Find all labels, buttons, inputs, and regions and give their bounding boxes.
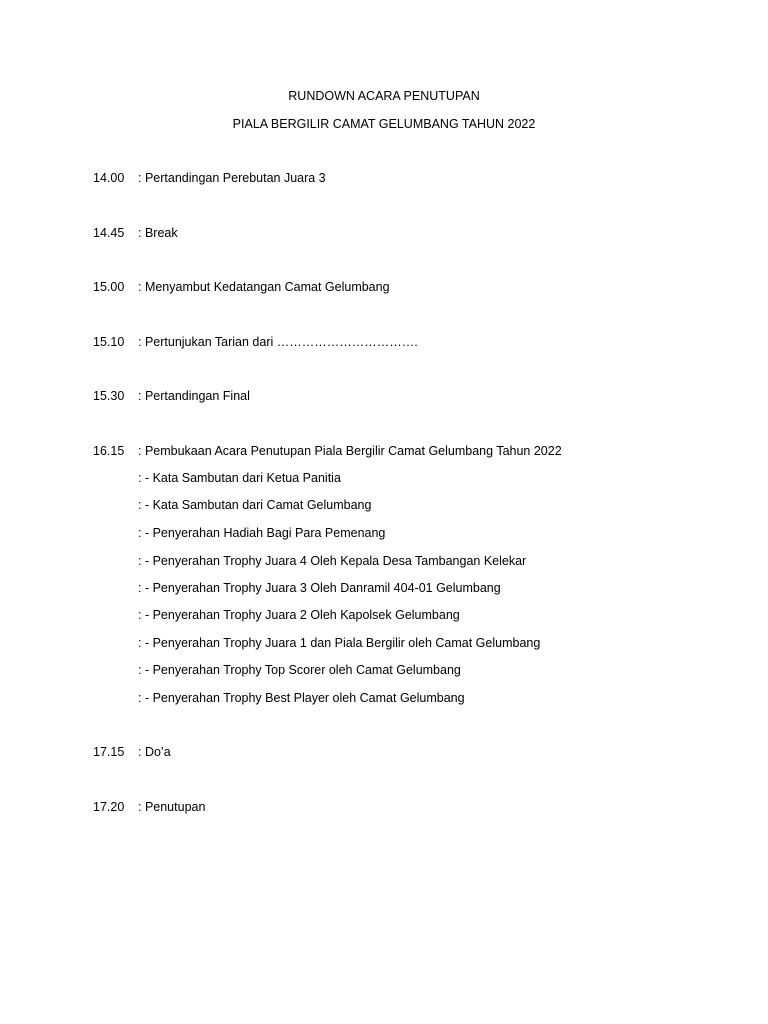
schedule-time: 15.30 xyxy=(93,389,125,403)
document-title: RUNDOWN ACARA PENUTUPAN xyxy=(288,89,480,103)
schedule-time: 17.20 xyxy=(93,800,125,814)
schedule-subrow xyxy=(0,606,768,624)
schedule-description: : - Kata Sambutan dari Ketua Panitia xyxy=(138,471,341,485)
schedule-description: : - Penyerahan Trophy Juara 4 Oleh Kepala Desa Tambangan Kelekar xyxy=(138,554,527,568)
schedule-description: : Pertandingan Final xyxy=(138,389,250,403)
schedule-description: : Menyambut Kedatangan Camat Gelumbang xyxy=(138,280,390,294)
schedule-time: 15.00 xyxy=(93,280,125,294)
schedule-subrow xyxy=(0,634,768,652)
schedule-description: : - Penyerahan Trophy Juara 1 dan Piala Bergilir oleh Camat Gelumbang xyxy=(138,636,541,650)
schedule-row xyxy=(0,743,768,761)
schedule-time: 17.15 xyxy=(93,745,125,759)
schedule-description: : - Penyerahan Hadiah Bagi Para Pemenang xyxy=(138,526,386,540)
schedule-subrow xyxy=(0,689,768,707)
schedule-time: 14.00 xyxy=(93,171,125,185)
schedule-subrow xyxy=(0,469,768,487)
schedule-description: : Pembukaan Acara Penutupan Piala Bergilir Camat Gelumbang Tahun 2022 xyxy=(138,444,562,458)
schedule-subrow xyxy=(0,496,768,514)
schedule-subrow xyxy=(0,552,768,570)
schedule-description: : Penutupan xyxy=(138,800,206,814)
schedule-subrow xyxy=(0,579,768,597)
schedule-description: : - Penyerahan Trophy Juara 3 Oleh Danramil 404-01 Gelumbang xyxy=(138,581,501,595)
schedule-row xyxy=(0,333,768,351)
schedule-description: : - Kata Sambutan dari Camat Gelumbang xyxy=(138,498,372,512)
schedule-description: : - Penyerahan Trophy Top Scorer oleh Camat Gelumbang xyxy=(138,663,461,677)
schedule-row xyxy=(0,278,768,296)
schedule-row xyxy=(0,224,768,242)
schedule-row xyxy=(0,387,768,405)
schedule-description: : Do’a xyxy=(138,745,171,759)
schedule-subrow xyxy=(0,661,768,679)
schedule-time: 16.15 xyxy=(93,444,125,458)
schedule-time: 14.45 xyxy=(93,226,125,240)
schedule-row xyxy=(0,798,768,816)
schedule-description: : - Penyerahan Trophy Juara 2 Oleh Kapolsek Gelumbang xyxy=(138,608,460,622)
schedule-subrow xyxy=(0,524,768,542)
document-subtitle: PIALA BERGILIR CAMAT GELUMBANG TAHUN 2022 xyxy=(232,117,536,131)
schedule-description: : Pertunjukan Tarian dari ……………………………. xyxy=(138,335,418,349)
schedule-description: : - Penyerahan Trophy Best Player oleh Camat Gelumbang xyxy=(138,691,465,705)
schedule-time: 15.10 xyxy=(93,335,125,349)
schedule-description: : Break xyxy=(138,226,178,240)
schedule-description: : Pertandingan Perebutan Juara 3 xyxy=(138,171,326,185)
schedule-row xyxy=(0,169,768,187)
schedule-row xyxy=(0,442,768,460)
